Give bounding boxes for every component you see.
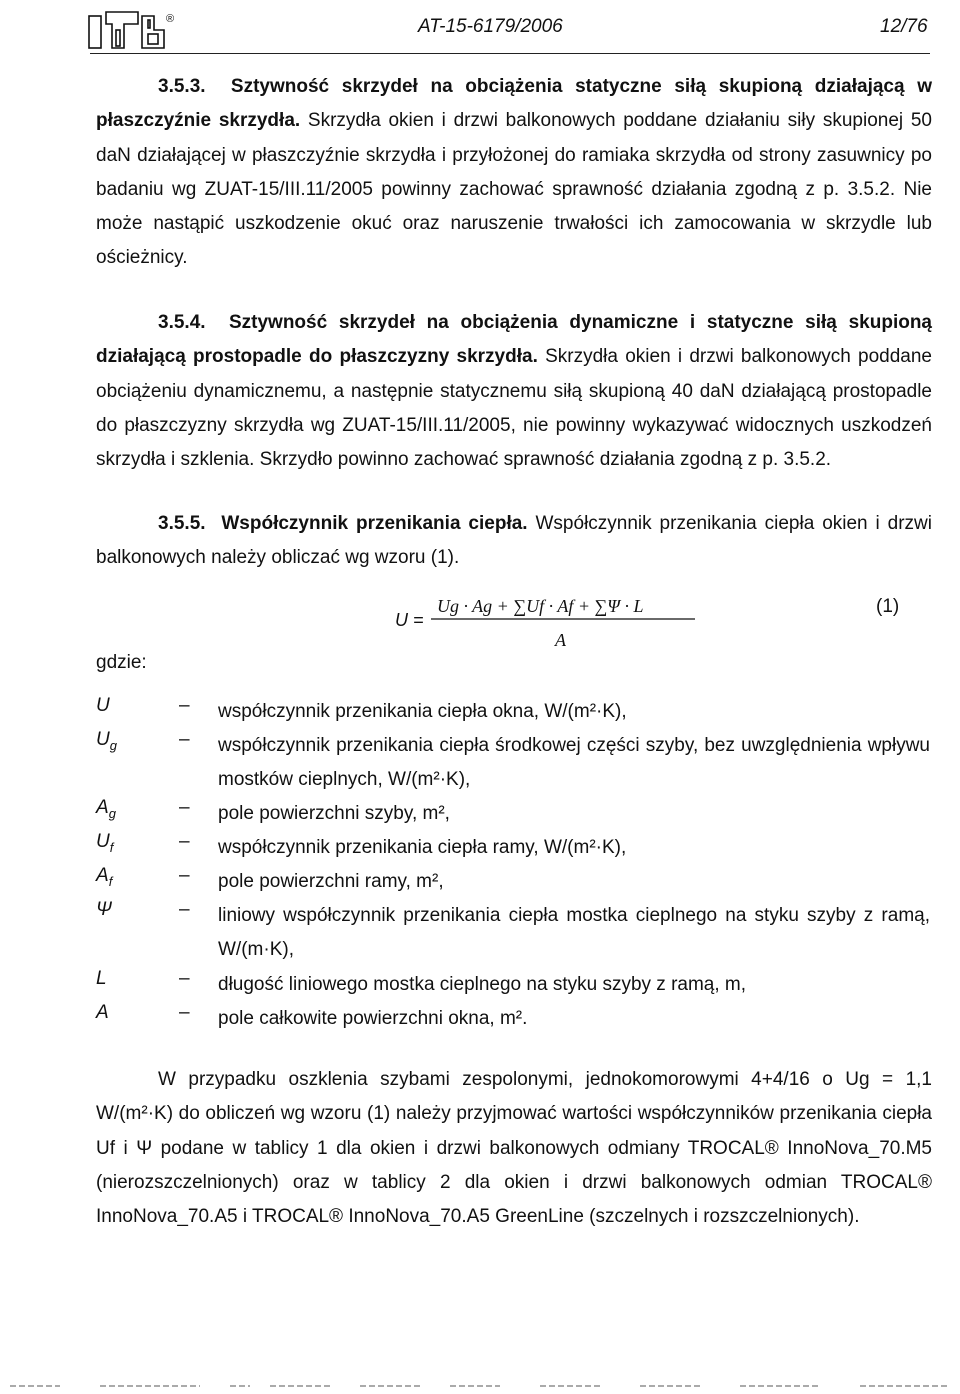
section-3-5-4 [96,306,932,477]
symbol-subscript: g [109,737,117,753]
symbol-letter: L [96,968,107,989]
formula-1 [395,588,715,658]
footer-dashes [0,1384,960,1388]
section-3-5-4-body: Skrzydła okien i drzwi balkonowych poddane obciążeniu dynamicznemu, a następnie statycznemu siłą skupioną 40 daN działającą prostopadle do płaszczyzny skrzydła wg ZUAT-15/III.11/2005, nie powinny wykazywać widocznych uszkodzeń skrzydła i szklenia. Skrzydło powinno zachować sprawność działania zgodną z p. 3.5.2. [96,346,932,471]
section-3-5-3 [96,70,932,276]
symbol-letter: A [96,865,109,886]
definition-text: liniowy współczynnik przenikania ciepła mostka cieplnego na styku szyby z ramą, W/(m·K), [218,905,930,960]
symbol-subscript: f [109,839,114,855]
page-number: 12/76 [880,16,928,37]
definition-dash: – [179,729,190,750]
itb-logo [88,10,200,50]
symbol-letter: Ψ [96,899,112,920]
definition-dash: – [179,797,190,818]
section-3-5-3-title: Sztywność skrzydeł na obciążenia statyczne siłą skupioną działającą w płaszczyźnie skrzydła. [96,76,933,132]
definition-text: pole powierzchni szyby, m², [218,803,450,824]
section-3-5-5-number: 3.5.5. [158,513,206,534]
section-3-5-5-title: Współczynnik przenikania ciepła. [221,513,528,534]
definition-dash: – [179,1002,190,1023]
definition-text: pole powierzchni ramy, m², [218,871,444,892]
section-3-5-4-title: Sztywność skrzydeł na obciążenia dynamiczne i statyczne siłą skupioną działającą prostopadle do płaszczyzny skrzydła. [96,312,932,368]
formula-denominator: A [555,630,566,650]
document-id: AT-15-6179/2006 [418,16,563,37]
definition-symbol [96,865,136,889]
definition-symbol [96,797,136,821]
symbol-letter: A [96,797,109,818]
definition-symbol [96,1002,136,1024]
definition-dash: – [179,865,190,886]
definition-symbol [96,695,136,717]
definition-symbol [96,831,136,855]
symbol-letter: U [96,729,110,750]
symbol-letter: U [96,695,110,716]
definition-text: współczynnik przenikania ciepła okna, W/(m²·K), [218,701,627,722]
section-3-5-3-number: 3.5.3. [158,76,206,97]
symbol-subscript: g [108,805,116,821]
definition-text: pole całkowite powierzchni okna, m². [218,1008,528,1029]
section-3-5-4-number: 3.5.4. [158,312,206,333]
symbol-subscript: f [108,873,113,889]
definition-dash: – [179,899,190,920]
definition-dash: – [179,968,190,989]
definition-text: współczynnik przenikania ciepła ramy, W/(m²·K), [218,837,627,858]
definition-text: długość liniowego mostka cieplnego na styku szyby z ramą, m, [218,974,747,995]
where-label: gdzie: [96,652,147,673]
symbol-letter: A [96,1002,109,1023]
definition-text: współczynnik przenikania ciepła środkowej części szyby, bez uwzględnienia wpływu mostków cieplnych, W/(m²·K), [218,735,930,790]
definition-symbol [96,899,136,921]
header-rule [90,53,930,54]
formula-numerator: Ug · Ag + ∑Uf · Af + ∑Ψ · L [437,596,644,616]
section-3-5-5-body: Współczynnik przenikania ciepła okien i drzwi balkonowych należy obliczać wg wzoru (1). [96,513,933,569]
definition-dash: – [179,831,190,852]
definition-symbol [96,729,136,753]
symbol-letter: U [96,831,110,852]
registered-mark: ® [166,13,175,25]
definition-dash: – [179,695,190,716]
definition-symbol [96,968,136,990]
section-3-5-3-body: Skrzydła okien i drzwi balkonowych poddane działaniu siły skupionej 50 daN działającej w płaszczyźnie skrzydła i przyłożonej do ramiaka skrzydła od strony zasuwnicy po badaniu wg ZUAT-15/III.11/2005 powinny zachować sprawność działania zgodną z p. 3.5.2. Nie może nastąpić uszkodzenie okuć oraz naruszenie trwałości ich zamocowania w skrzydle lub ościeżnicy. [96,110,932,269]
formula-lhs: U = [395,610,424,630]
section-3-5-5 [96,507,932,576]
equation-number: (1) [876,596,900,617]
closing-paragraph: W przypadku oszklenia szybami zespolonymi, jednokomorowymi 4+4/16 o Ug = 1,1 W/(m²·K) do obliczeń wg wzoru (1) należy przyjmować wartości współczynników przenikania ciepła Uf i Ψ podane w tablicy 1 dla okien i drzwi balkonowych odmiany TROCAL® InnoNova_70.M5 (nierozszczelnionych) oraz w tablicy 2 dla okien i drzwi balkonowych odmian TROCAL® InnoNova_70.A5 i TROCAL® InnoNova_70.A5 GreenLine (szczelnych i rozszczelnionych). [96,1069,932,1228]
